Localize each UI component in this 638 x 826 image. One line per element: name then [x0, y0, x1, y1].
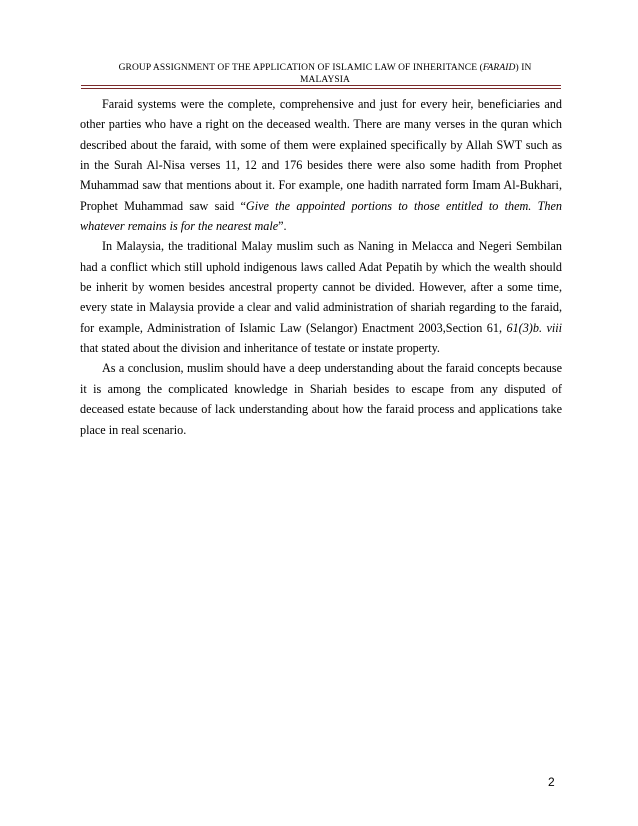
- body-text: [80, 94, 562, 440]
- header-title-prefix: GROUP ASSIGNMENT OF THE APPLICATION OF ISLAMIC LAW OF INHERITANCE (: [118, 63, 483, 73]
- header-rule-thick: [81, 85, 561, 86]
- paragraph-2-text: In Malaysia, the traditional Malay muslim such as Naning in Melacca and Negeri Sembilan had a conflict which still uphold indigenous laws called Adat Pepatih by which the wealth should be inherit by women besides ancestral property cannot be divided. However, after a some time, every state in Malaysia provide a clear and valid administration of shariah regarding to the faraid, for example, Administration of Islamic Law (Selangor) Enactment 2003,Section 61,: [80, 239, 562, 335]
- header-line-2: MALAYSIA: [299, 75, 351, 85]
- header-title-italic: FARAID: [482, 63, 516, 73]
- running-header: [90, 62, 560, 86]
- paragraph-3: As a conclusion, muslim should have a deep understanding about the faraid concepts because it is among the complicated knowledge in Shariah besides to escape from any disputed of deceased estate because of lack understanding about how the faraid process and applications take place in real scenario.: [80, 361, 562, 437]
- paragraph-1-text: Faraid systems were the complete, comprehensive and just for every heir, beneficiaries and other parties who have a right on the deceased wealth. There are many verses in the quran which described about the faraid, with some of them were explained specifically by Allah SWT such as in the Surah Al-Nisa verses 11, 12 and 176 besides there were also some hadith from Prophet Muhammad saw that mentions about it. For example, one hadith narrated form Imam Al-Bukhari, Prophet Muhammad saw said “: [80, 97, 562, 213]
- header-rule-thin: [81, 88, 561, 89]
- section-reference: 61(3)b. viii: [506, 320, 563, 335]
- paragraph-2-end: that stated about the division and inheritance of testate or instate property.: [80, 341, 440, 356]
- paragraph-1: [80, 94, 562, 236]
- paragraph-1-end: ”.: [278, 219, 287, 234]
- page-number: 2: [548, 775, 555, 789]
- paragraph-2: [80, 236, 562, 358]
- header-title-suffix: ) IN: [515, 63, 532, 73]
- header-line-1: [90, 62, 560, 74]
- hadith-quote: Give the appointed portions to those entitled to them. Then whatever remains is for the nearest male: [80, 198, 562, 234]
